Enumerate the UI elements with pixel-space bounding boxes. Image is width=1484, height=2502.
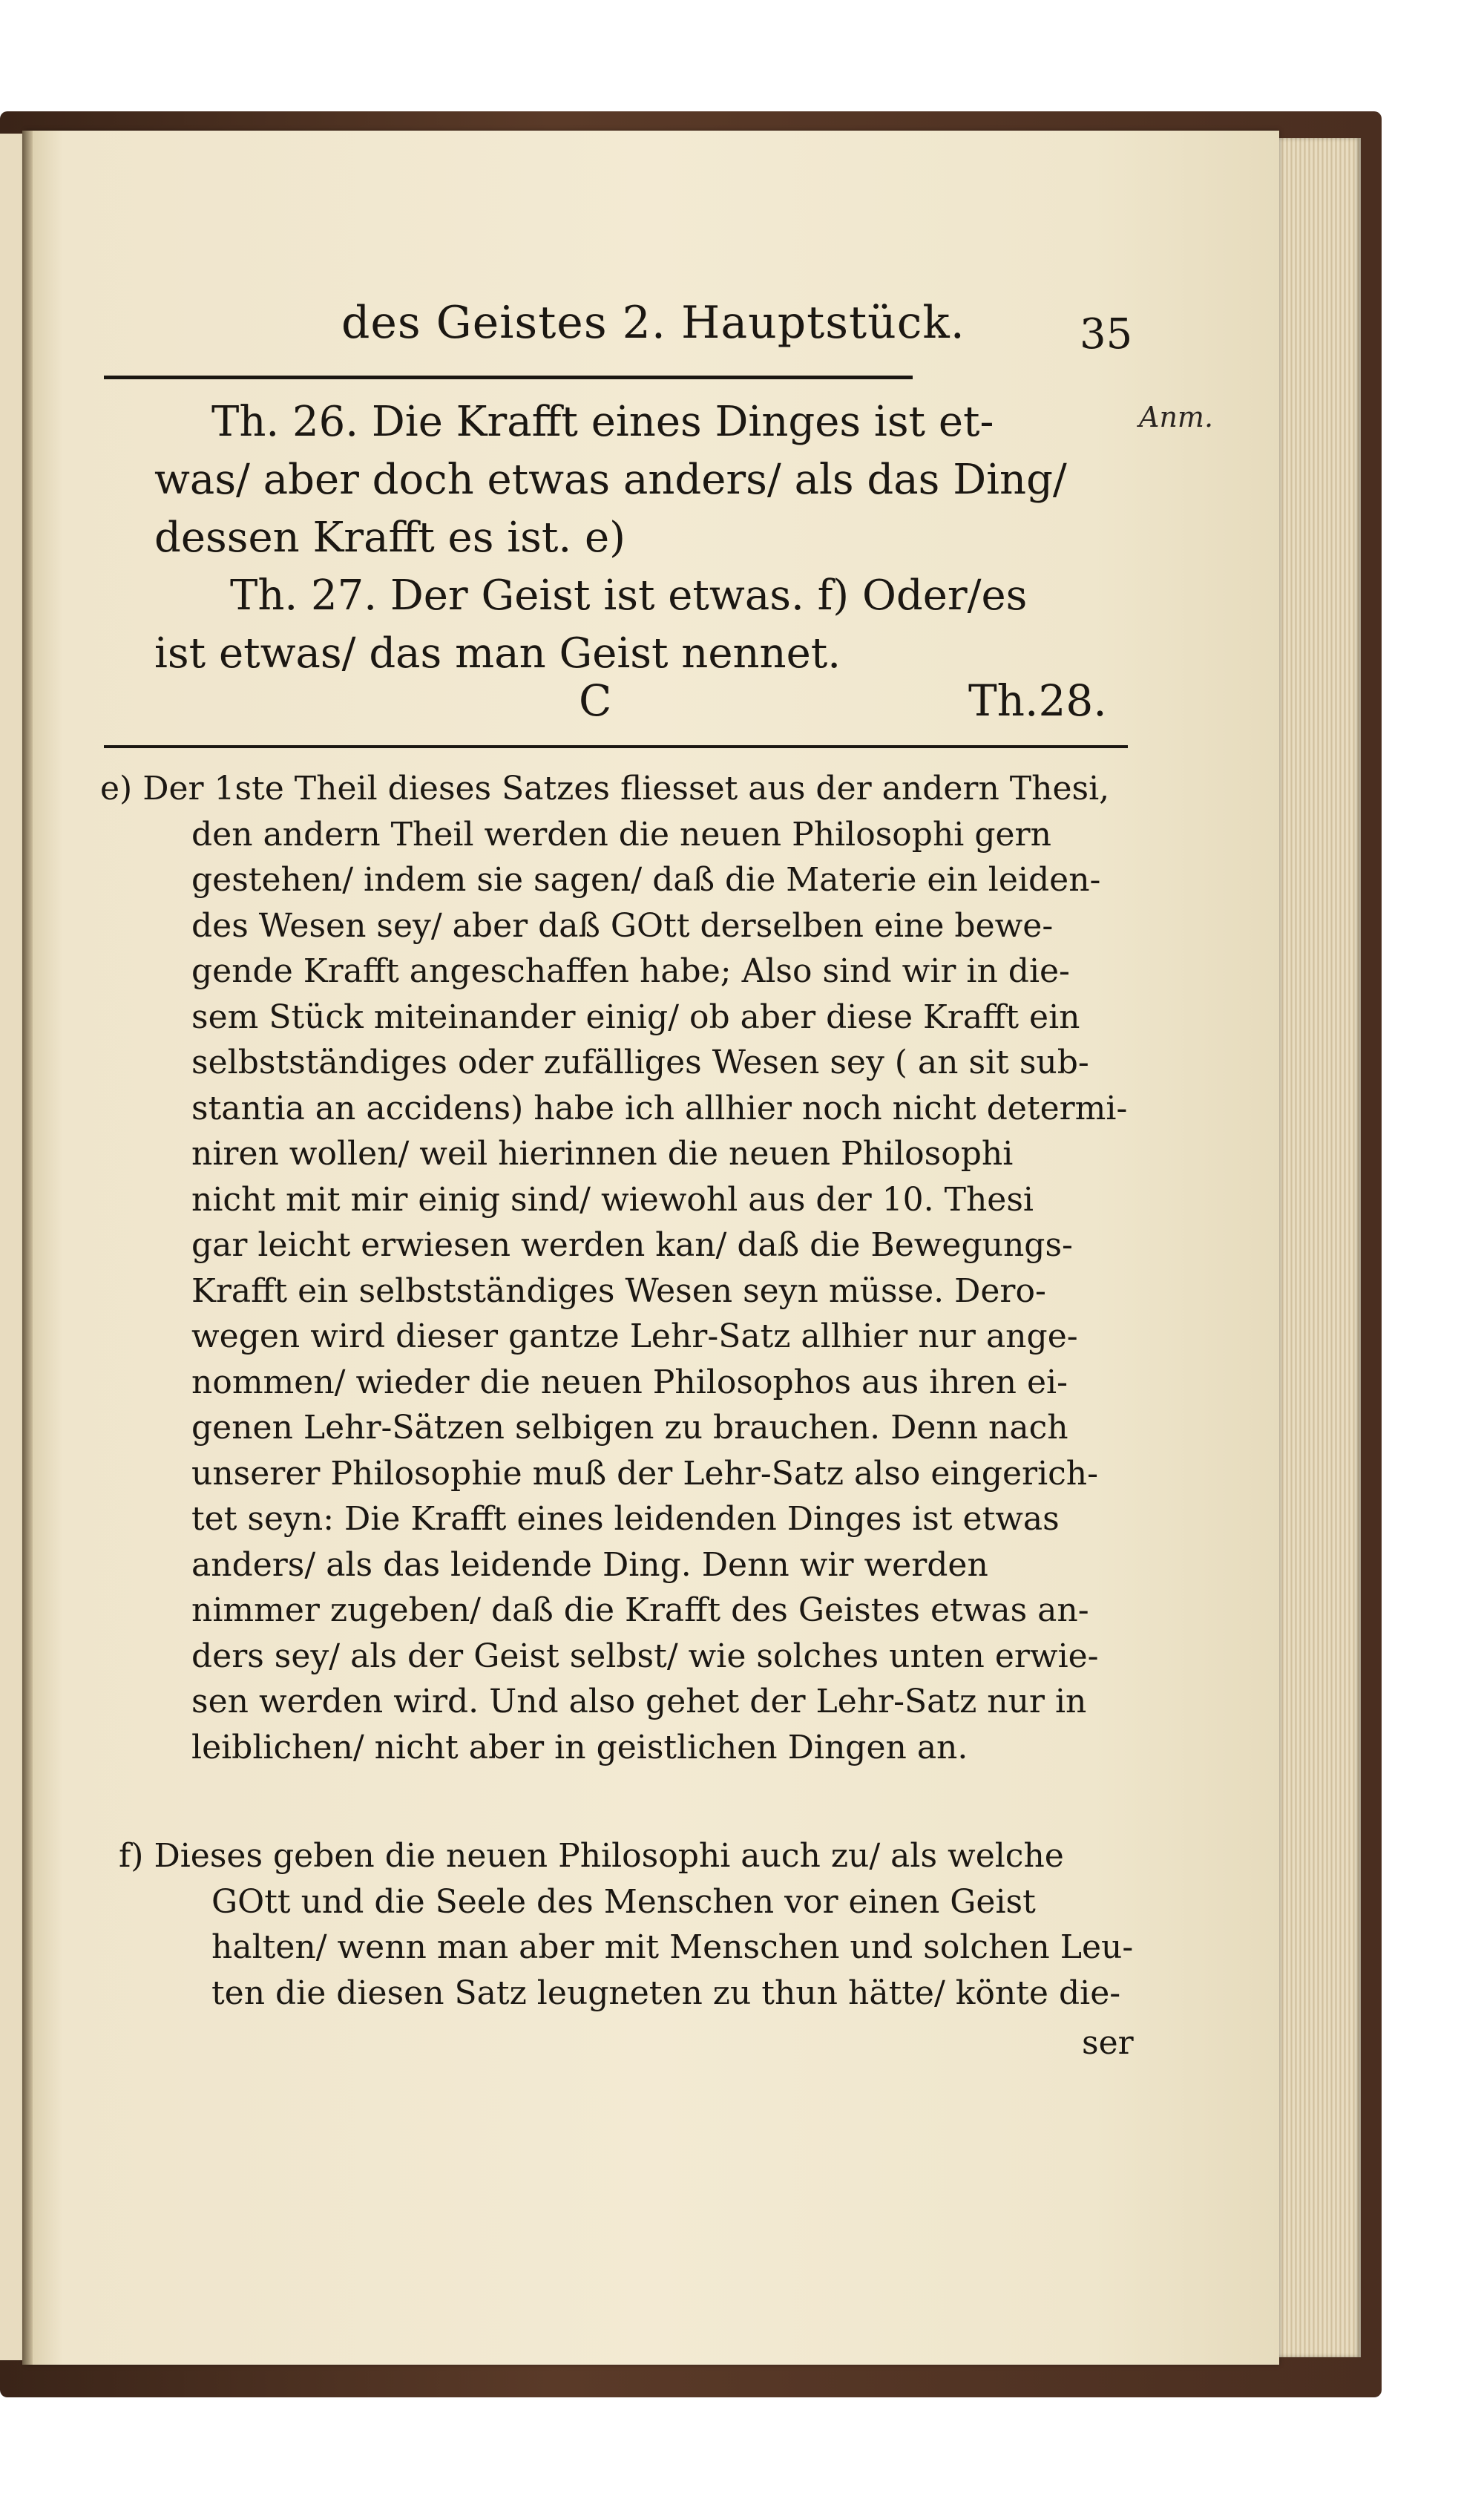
footnote-f-line: halten/ wenn man aber mit Menschen und solchen Leu- xyxy=(211,1928,1134,1966)
gutter xyxy=(22,131,33,2365)
footnote-e-line: wegen wird dieser gantze Lehr-Satz allhier nur ange- xyxy=(191,1317,1078,1355)
footnote-f-line: ten die diesen Satz leugneten zu thun hätte/ könte die- xyxy=(211,1974,1121,2012)
footnote-e-line: nommen/ wieder die neuen Philosophos aus ihren ei- xyxy=(191,1363,1068,1401)
footnote-e-line: des Wesen sey/ aber daß GOtt derselben eine bewe- xyxy=(191,906,1054,945)
footnote-rule xyxy=(104,745,1128,748)
margin-note: Anm. xyxy=(1139,401,1214,433)
footnote-e-line: gestehen/ indem sie sagen/ daß die Materie ein leiden- xyxy=(191,861,1101,899)
footnote-e-line: stantia an accidens) habe ich allhier noch nicht determi- xyxy=(191,1089,1128,1127)
footnote-e-line: nicht mit mir einig sind/ wiewohl aus der 10. Thesi xyxy=(191,1180,1034,1219)
footnote-e-line: den andern Theil werden die neuen Philosophi gern xyxy=(191,815,1051,854)
footnote-e-line: unserer Philosophie muß der Lehr-Satz also eingerich- xyxy=(191,1454,1098,1493)
facing-page-edge xyxy=(0,134,24,2360)
footnote-f-line: f) Dieses geben die neuen Philosophi auch zu/ als welche xyxy=(119,1837,1064,1875)
thesis-27-line-1: Th. 27. Der Geist ist etwas. f) Oder/es xyxy=(230,572,1028,620)
footnote-e-line: selbstständiges oder zufälliges Wesen sey ( an sit sub- xyxy=(191,1044,1089,1081)
footnote-e-line: nimmer zugeben/ daß die Krafft des Geistes etwas an- xyxy=(191,1591,1089,1629)
catchword-bottom: ser xyxy=(1082,2024,1134,2062)
catchword-top: Th.28. xyxy=(968,675,1107,726)
header-rule xyxy=(104,376,913,379)
thesis-26-line-2: was/ aber doch etwas anders/ als das Ding/ xyxy=(154,456,1067,504)
signature-mark: C xyxy=(579,675,612,726)
footnote-e-line: genen Lehr-Sätzen selbigen zu brauchen. Denn nach xyxy=(191,1409,1068,1447)
footnote-e-line: gende Krafft angeschaffen habe; Also sind wir in die- xyxy=(191,952,1070,990)
footnote-e-line: ders sey/ als der Geist selbst/ wie solches unten erwie- xyxy=(191,1637,1099,1675)
footnote-e-line: Krafft ein selbstständiges Wesen seyn müsse. Dero- xyxy=(191,1271,1046,1310)
footnote-e-line: gar leicht erwiesen werden kan/ daß die Bewegungs- xyxy=(191,1226,1073,1264)
page-number: 35 xyxy=(1080,310,1133,358)
thesis-26-line-3: dessen Krafft es ist. e) xyxy=(154,514,626,562)
footnote-f-line: GOtt und die Seele des Menschen vor einen Geist xyxy=(211,1882,1036,1921)
page-edges xyxy=(1279,138,1361,2357)
footnote-e-line: niren wollen/ weil hierinnen die neuen Philosophi xyxy=(191,1135,1014,1173)
footnote-e-line: e) Der 1ste Theil dieses Satzes fliesset aus der andern Thesi, xyxy=(100,770,1110,808)
footnote-e-line: tet seyn: Die Krafft eines leidenden Dinges ist etwas xyxy=(191,1500,1060,1538)
footnote-e-line: sem Stück miteinander einig/ ob aber diese Krafft ein xyxy=(191,998,1080,1036)
running-head: des Geistes 2. Hauptstück. xyxy=(341,297,965,349)
thesis-27-line-2: ist etwas/ das man Geist nennet. xyxy=(154,629,841,678)
footnote-e-line: anders/ als das leidende Ding. Denn wir werden xyxy=(191,1545,988,1584)
thesis-26-line-1: Th. 26. Die Krafft eines Dinges ist et- xyxy=(211,398,994,446)
footnote-e-line: leiblichen/ nicht aber in geistlichen Dingen an. xyxy=(191,1728,968,1766)
footnote-e-line: sen werden wird. Und also gehet der Lehr-Satz nur in xyxy=(191,1683,1087,1720)
